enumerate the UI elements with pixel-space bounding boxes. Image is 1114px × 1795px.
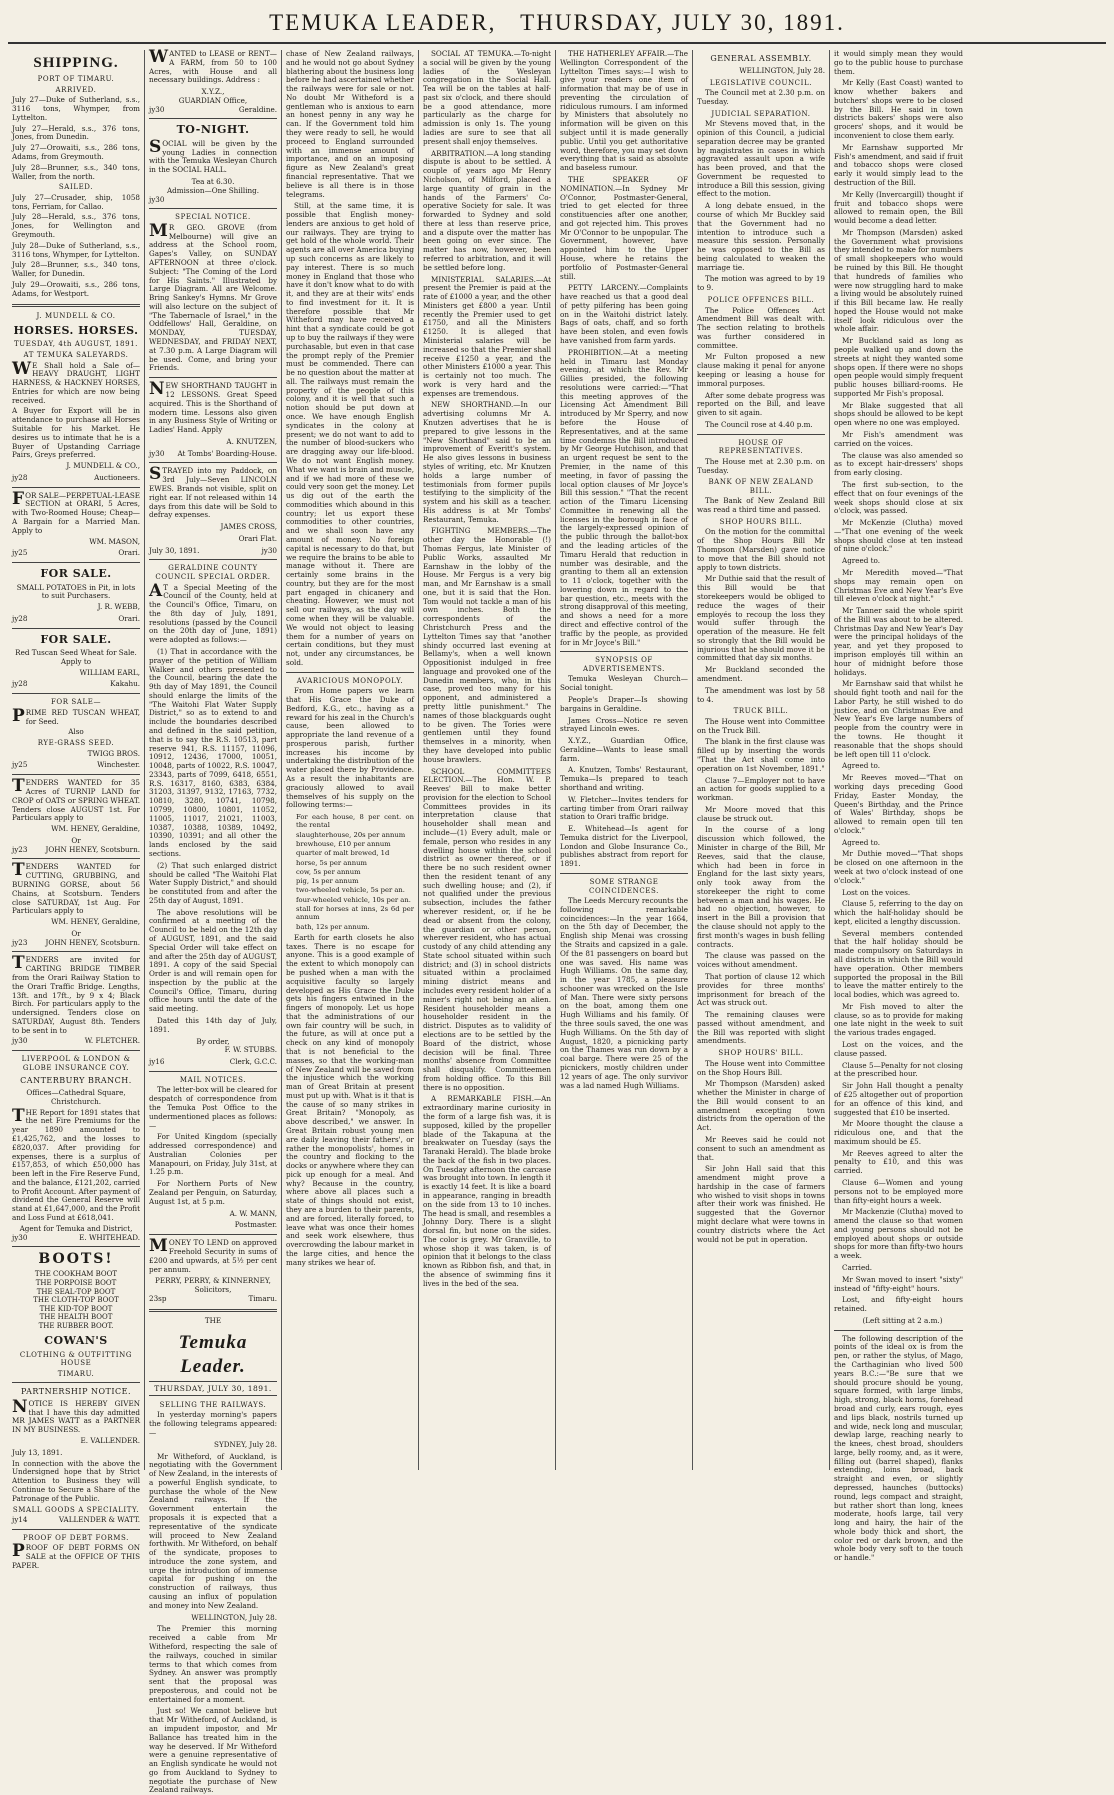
mundell-name: J. MUNDELL & CO. xyxy=(36,311,116,320)
webb-footer xyxy=(12,615,140,624)
port-heading: PORT OF TIMARU. xyxy=(37,75,115,84)
insurance-branch: CANTERBURY BRANCH. xyxy=(20,1076,132,1086)
divider xyxy=(834,1330,963,1331)
local-item: MINISTERIAL SALARIES.—At present the Premier is paid at the rate of £1000 a year, and the other Ministers get £800 a year. Until recently the Premier used to get £1750, and all the Ministers £1250. It is alleged that Ministerial salaries will be increased so that the Premier shall receive £1250 a year, and the other Ministers £1000 a year. This is certainly not too much. The work is very hard and the expenses are tremendous. xyxy=(423,274,551,398)
debt-text: PROOF OF DEBT FORMS ON SALE at the OFFICE OF THIS PAPER. xyxy=(12,1541,140,1570)
assembly-paragraph: Lost on the voices, and the clause passed. xyxy=(834,1040,963,1058)
editorial-paragraph: Earth for earth closets he also taxes. There is no escape for anyone. This is a good example of the extent to which monopoly can be pushed when a man with the acquisitive faculty so largely developed as His Grace the Duke gets his fingers entwined in the fingers of monopoly. Let us hope that the administrations of our own fair country will be such, in the future, as will at once put a check on any kind of monopoly that is not beneficial to the masses, so that the working-man of New Zealand will be saved from the injustice which the working man of Great Britain at present must put up with. What is it that is the cause of so many strikes in Great Britain? "Monopoly, as above described," we answer. In Great Britain robust young men are daily leaving their fathers', or rather the monopolists', homes in the country and flocking to the docks or anywhere where they can pick up enough for a meal. And why? Because in the country, where above all places such a state of things should not exist, they are a burden to their parents, and are forced, literally forced, to leave what was once their homes and seek work elsewhere, thus overcrowding the labour market in the large cities, and hence the many strikes we hear of. xyxy=(286,932,414,1267)
assembly-paragraph: Clause 6—Women and young persons not to be employed more than fifty-eight hours a week. xyxy=(834,1177,963,1205)
partnership-signature: E. VALLENDER. xyxy=(80,1436,140,1446)
local-item: SOCIAL AT TEMUKA.—To-night a social will be given by the young ladies of the Wesleyan congregation in the Social Hall. Tea will be on the tables at half-past six o'clock, and there should be a good attendance, more particularly as the charge for admission is only 1s. The young ladies are sure to see that all present shall enjoy themselves. xyxy=(423,49,551,146)
assembly-paragraph: it would simply mean they would go to the public house to purchase them. xyxy=(834,49,963,76)
avaricious-heading: AVARICIOUS MONOPOLY. xyxy=(296,676,404,685)
tonight-heading: TO-NIGHT. xyxy=(176,123,250,137)
lease-footer xyxy=(149,106,277,115)
divider xyxy=(149,118,277,119)
local-item: A REMARKABLE FISH.—An extraordinary marine curiosity in the form of a large fish was, it is supposed, killed by the propeller blade of the Takapuna at the breakwater on Tuesday (says the Taranaki Herald). The blade broke the back of the fish in two places. On Tuesday afternoon the carcase was brought into town. In length it is exactly 14 feet. It is like a board in appearance, ranging in breadth on the side from 13 to 10 inches. The head is small, and resembles a Johnny Dory. There is a slight dorsal fin, but none on the sides. The color is grey. Mr Granville, to whose shop it was taken, is of opinion that it belongs to the class known as Ribbon fish, and that, in the absence of swimming fins it lives in the bed of the sea. xyxy=(423,1094,551,1288)
divider xyxy=(149,377,277,378)
assembly-paragraph: Mr Fulton proposed a new clause making it penal for anyone keeping or leasing a house for immoral purposes. xyxy=(697,352,825,388)
synopsis-item: James Cross—Notice re seven strayed Lincoln ewes. xyxy=(560,715,688,734)
divider xyxy=(149,462,277,463)
tariff-item: bath, 12s per annum. xyxy=(296,922,370,931)
shipping-heading: SHIPPING. xyxy=(33,55,119,71)
sailing-entry: July 29—Orowaiti, s.s., 286 tons, Adams, for Westport. xyxy=(12,279,140,298)
assembly-paragraph: Mr Thompson (Marsden) asked the Government what provisions they intended to make for numbers of small shopkeepers who would be ruined by this Bill. He thought that hundreds of families who were now struggling hard to make a living would be absolutely ruined if this Bill became law. He really hoped the House would not make itself look ridiculous over the whole affair. xyxy=(834,227,963,334)
assembly-heading: GENERAL ASSEMBLY. xyxy=(710,54,812,63)
legislative-council-label: LEGISLATIVE COUNCIL. xyxy=(709,78,813,87)
ad-ref: jy30 xyxy=(12,1232,28,1242)
assembly-paragraph: The Bank of New Zealand Bill was read a third time and passed. xyxy=(697,496,825,515)
local-item: THE HATHERLEY AFFAIR.—The Wellington Correspondent of the Lyttelton Times says:—I wish to give your readers one item of information that may be of use in preventing the circulation of ridiculous rumours. I am informed by Ministers that absolutely no information will be given on this subject until it is made generally public. Until you get authoritative word, therefore, you may set down everything that is said as absolute and baseless rumour. xyxy=(560,49,688,173)
assembly-paragraph: Mr Kelly (Invercargill) thought if fruit and tobacco shops were allowed to remain open, the Bill would become a dead letter. xyxy=(834,189,963,226)
twigg-footer xyxy=(12,761,140,770)
coincidences-heading: SOME STRANGE COINCIDENCES. xyxy=(589,878,659,895)
synopsis-item: W. Fletcher—Invites tenders for carting timber from Orari railway station to Orari traffic bridge. xyxy=(560,794,688,822)
synopsis-item: E. Whitehead—Is agent for Temuka district for the Liverpool, London and Globe Insurance Co., publishes abstract from report for 1891. xyxy=(560,824,688,869)
ad-ref: jy25 xyxy=(12,548,28,558)
divider xyxy=(149,208,277,209)
divider xyxy=(12,951,140,952)
lease-text: WANTED to LEASE or RENT—A FARM, from 50 to 100 Acres, with House and all necessary buildings. Address : xyxy=(149,47,277,85)
assembly-dateline: WELLINGTON, July 28. xyxy=(739,65,825,75)
boot-item: THE RUBBER BOOT. xyxy=(38,1321,114,1330)
arrived-label: ARRIVED. xyxy=(55,85,97,94)
local-item: NEW SHORTHAND.—In our advertising columns Mr A. Knutzen advertises that he is prepared to give lessons in the "New Shorthand" said to be an improvement of Everitt's system. He also gives lessons in business styles of writing, etc. Mr Knutzen holds a large number of testimonials from former pupils testifying to the simplicity of the system and his skill as a teacher. His address is at Mr Tombs' Restaurant, Temuka. xyxy=(423,400,551,524)
column-4 xyxy=(419,50,556,1470)
ad-ref: 23sp xyxy=(149,1293,167,1303)
vallender-signature: VALLENDER & WATT. xyxy=(58,1515,140,1525)
assembly-paragraph: On the motion for the committal of the Shop Hours Bill Mr Thompson (Marsden) gave notice to move that the Bill should not apply to town districts. xyxy=(697,527,825,572)
divider xyxy=(149,1234,277,1235)
sale-footer xyxy=(12,474,140,483)
orari-text: FOR SALE—PERPETUAL-LEASE SECTION at ORARI, 5 Acres, with Two-Roomed House; Cheap—A Bargain for a Married Man. Apply to xyxy=(12,488,140,535)
ad-ref: jy30 xyxy=(149,104,165,114)
small-goods: SMALL GOODS A SPECIALITY. xyxy=(12,1505,140,1514)
mail-text-3: For Northern Ports of New Zealand per Penguin, on Saturday, August 1st, at 5 p.m. xyxy=(149,1179,277,1206)
assembly-paragraph: Clause 7—Employer not to have an action for goods supplied to a workman. xyxy=(697,775,825,803)
assembly-paragraph: Mr Reeves moved—"That on working days preceding Good Friday, Easter Monday, the Queen's Birthday, and the Prince of Wales' Birthday, shops be allowed to remain open till ten o'clock." xyxy=(834,773,963,835)
assembly-paragraph: Mr Stevens moved that, in the opinion of this Council, a judicial separation decree may be granted by magistrates in cases in which aggravated assault upon a wife has been proved, and that the Government be requested to introduce a Bill this session, giving effect to the motion. xyxy=(697,119,825,199)
tender-3-text: TENDERS are invited for CARTING BRIDGE TIMBER from the Orari Railway Station to the Orari Traffic Bridge. Lengths, 13ft. and 17ft., by 9 x 4; Black Birch. For particulars apply to the undersigned. Tenders close on SATURDAY, August 8th. Tenders to be sent in to xyxy=(12,953,140,1035)
tariff-item: horse, 5s per annum xyxy=(296,858,367,867)
house-heading: HOUSE OF REPRESENTATIVES. xyxy=(718,438,804,456)
editorial-paragraph: From Home papers we learn that His Grace the Duke of Bedford, K.G., etc., having as a reward for his zeal in the Church's cause, been allowed to appropriate the land revenue of a prosperous parish, further increases his income by undertaking the distribution of the water placed there by Providence. As a result the inhabitants are graciously allowed to avail themselves of his supply on the following terms:— xyxy=(286,686,414,810)
partnership-text-2: In connection with the above the Undersigned hope that by Strict Attention to Business they will Continue to Secure a Share of the Patronage of the Public. xyxy=(12,1458,140,1503)
insurance-agent: Agent for Temuka and District, xyxy=(19,1223,133,1233)
assembly-paragraph: Agreed to. xyxy=(842,761,880,771)
divider xyxy=(12,1382,140,1383)
divider xyxy=(12,562,140,563)
assembly-paragraph: Carried. xyxy=(842,1263,873,1272)
railways-text-2: Mr Witheford, of Auckland, is negotiating with the Government of New Zealand, in the interests of a powerful English syndicate, to purchase the whole of the New Zealand railways. If the Government entertain the proposals it is expected that a representative of the syndicate will proceed to New Zealand forthwith. Mr Witheford, on behalf of the syndicate, proposes to introduce the zone system, and urge the introduction of immense capital for pushing on the construction of railways, thus causing an influx of population and money into New Zealand. xyxy=(149,1451,277,1610)
ad-ref: jy16 xyxy=(149,1057,165,1067)
arrival-entry: July 27—Duke of Sutherland, s.s., 3116 tons, Whymper, from Lyttelton. xyxy=(12,95,140,122)
cowan-subtitle: CLOTHING & OUTFITTING HOUSE xyxy=(19,1350,133,1368)
masthead-year: 1891. xyxy=(783,10,845,35)
tender-1-signature: WM. HENEY, Geraldine, xyxy=(51,824,140,834)
divider xyxy=(560,651,688,652)
ad-ref: jy30 xyxy=(149,194,165,204)
strayed-date: July 30, 1891. xyxy=(149,545,200,555)
assembly-paragraph: Mr Reeves agreed to alter the penalty to £10, and this was carried. xyxy=(834,1148,963,1176)
special-notice-text: MR GEO. GROVE (from Melbourne) will give an address at the School room, Gapes's Valley, on SUNDAY AFTERNOON at three o'clock. Subject: "The Coming of the Lord for His Saints." Illustrated by Large Diagram. All are Welcome. Bring Sankey's Hymns. Mr Grove will also lecture on the subject of "The Tabernacle of Israel," in the Oddfellows' Hall, Geraldine, on MONDAY, TUESDAY, WEDNESDAY, and FRIDAY NEXT, at 7.30 p.m. A Large Diagram will be used. Come, and bring your Friends. xyxy=(149,220,277,373)
ad-ref: jy30 xyxy=(261,545,277,555)
tender-1-alt: JOHN HENEY, Scotsburn. xyxy=(45,844,140,854)
strayed-footer xyxy=(149,547,277,556)
sale-text: WE Shall hold a Sale of— HEAVY DRAUGHT, LIGHT HARNESS, & HACKNEY HORSES, Entries for which are now being received. xyxy=(12,358,140,405)
partnership-text: NOTICE IS HEREBY GIVEN that I have this day admitted MR JAMES WATT as a PARTNER IN MY BUSINESS. xyxy=(12,1396,140,1435)
masthead-title: TEMUKA LEADER, xyxy=(269,10,497,35)
assembly-paragraph: Mr Meredith moved—"That shops may remain open on Christmas Eve and New Year's Eve till eleven o'clock at night." xyxy=(834,567,963,604)
ad-ref: jy25 xyxy=(12,760,28,770)
divider xyxy=(149,1309,277,1312)
ad-ref: jy28 xyxy=(12,613,28,623)
editorial-paragraph: chase of New Zealand railways, and he would not go about Sydney blathering about the business long before he had ascertained whether the railways were for sale or not. No doubt Mr Witheford is a gentleman who is anxious to earn an honest penny in any way he can. If the Government told him they were ready to sell, he would proceed to England surrounded with an immense amount of importance, and on an imposing figure as New Zealand's great financial representative. That we believe is all there is in those telegrams. xyxy=(286,49,414,199)
divider xyxy=(12,1050,140,1051)
masthead-date: JULY 30, xyxy=(671,10,776,35)
column-2 xyxy=(145,47,282,1795)
tariff-item: slaughterhouse, 20s per annum xyxy=(296,830,406,839)
tender-2-signature: WM. HENEY, Geraldine, xyxy=(51,917,140,927)
webb-signature: J. R. WEBB, xyxy=(97,602,140,612)
column-5 xyxy=(556,50,693,1470)
assembly-paragraph: Sir John Hall thought a penalty of £25 altogether out of proportion for an offence of this kind, and suggested that £10 be inserted. xyxy=(834,1081,963,1117)
assembly-paragraph: Mr Thompson (Marsden) asked whether the Minister in charge of the Bill would consent to an amendment excepting town districts from the operation of the Act. xyxy=(697,1079,825,1133)
horses-heading: HORSES. HORSES. xyxy=(13,324,139,338)
mail-signature: A. W. MANN, xyxy=(229,1208,277,1218)
assembly-paragraph: Mr Moore moved that this clause be struck out. xyxy=(697,804,825,823)
railways-text-4: Just so! We cannot believe but that Mr Witheford, of Auckland, is an impudent impostor, and Mr Ballance has treated him in the way he deserved. If Mr Witheford were a genuine representative of an English syndicate he would not go from Auckland to Sydney to negotiate the purchase of New Zealand railways. xyxy=(149,1706,277,1795)
shorthand-text: NEW SHORTHAND TAUGHT in 12 LESSONS. Great Speed acquired. This is the Shorthand of modern time. Lessons also given in any Business Style of Writing or Ladies' Hand. Apply xyxy=(149,379,277,435)
council-by-order: By order, xyxy=(196,1036,230,1046)
divider xyxy=(286,672,414,673)
webb-place: Orari. xyxy=(118,613,140,623)
tender-2-or: Or xyxy=(71,928,81,938)
prime-wheat-text: PRIME RED TUSCAN WHEAT, for Seed. xyxy=(12,705,140,726)
sale-date: TUESDAY, 4th AUGUST, 1891. xyxy=(14,340,138,349)
tariff-item: four-wheeled vehicle, 10s per an. xyxy=(296,895,411,904)
logo-the: THE xyxy=(204,1315,222,1325)
potatoes-text: SMALL POTATOES in Pit, in lots to suit Purchasers. xyxy=(16,582,136,601)
synopsis-item: A. Knutzen, Tombs' Restaurant, Temuka—Is prepared to teach shorthand and writing. xyxy=(560,765,688,792)
boot-item: THE COOKHAM BOOT xyxy=(34,1270,118,1279)
assembly-paragraph: A long debate ensued, in the course of which Mr Buckley said that the Government had no intention to introduce such a measure this session. Personally he was opposed to the Bill as being calculated to weaken the marriage tie. xyxy=(697,201,825,272)
ad-ref: jy28 xyxy=(12,472,28,482)
synopsis-item: X.Y.Z., Guardian Office, Geraldine—Wants to lease small farm. xyxy=(560,736,688,763)
cowan-place: TIMARU. xyxy=(57,1369,95,1378)
local-item: THE SPEAKER OF NOMINATION.—In Sydney Mr O'Connor, Postmaster-General, tried to get elected for three constituencies after one another, and got rejected him. This proves Mr O'Connor to be unpopular. The Government, however, have appointed him to the Upper House, where he retains the portfolio of Postmaster-General still. xyxy=(560,174,688,281)
wheat-text: Red Tuscan Seed Wheat for Sale. Apply to xyxy=(15,648,137,666)
divider xyxy=(149,1071,277,1072)
ad-ref: jy23 xyxy=(12,844,28,854)
strayed-place: Orari Flat. xyxy=(238,533,277,543)
masthead xyxy=(8,6,1106,44)
newspaper-logo: Temuka Leader. xyxy=(178,1332,248,1377)
earl-signature: WILLIAM EARL, xyxy=(79,667,140,677)
shorthand-signature: A. KNUTZEN, xyxy=(226,436,277,446)
assembly-paragraph: The motion was agreed to by 19 to 9. xyxy=(697,274,825,293)
tariff-item: two-wheeled vehicle, 5s per an. xyxy=(296,886,405,895)
railways-dateline-2: WELLINGTON, July 28. xyxy=(191,1612,277,1622)
tariff-item: pig, 1s per annum xyxy=(296,877,359,886)
editorial-dateline: THURSDAY, JULY 30, 1891. xyxy=(149,1381,277,1396)
tariff-item: cow, 5s per annum xyxy=(296,867,361,876)
debt-heading: PROOF OF DEBT FORMS. xyxy=(23,1533,129,1542)
tender-3-signature: W. FLETCHER. xyxy=(84,1036,140,1046)
twigg-signature: TWIGG BROS. xyxy=(87,748,140,758)
shop-hours-2-label: SHOP HOURS' BILL. xyxy=(718,1049,804,1058)
assembly-paragraph: Mr Earnshaw supported Mr Fish's amendment, and said if fruit and tobacco shops were closed early it would simply lead to the destruction of the Bill. xyxy=(834,142,963,187)
local-item: FIGHTING MEMBERS.—The other day the Honorable (!) Thomas Fergus, late Minister of Public Works, assaulted Mr Earnshaw in the lobby of the House. Mr Fergus is a very big man, and Mr Earnshaw is a small one, but it is said that the Hon. Tom would not tackle a man of his own inches. Both the correspondents of the Christchurch Press and the Lyttelton Times say that "another shindy occurred last evening at Bellamy's, when a well known Oppositionist indulged in free language and provoked one of the Dunedin members, who, in this case, proved too many for his opponent, and administered a pretty little punishment." The names of those blackguards ought to be given. The Tories were gentlemen until they found themselves in a minority, when they have developed into public house brawlers. xyxy=(423,526,551,764)
tender-2-text: TENDERS WANTED for CUTTING, GRUBBING, and BURNING GORSE, about 56 Chains, at Scotsburn. Tenders close SATURDAY, 1st Aug. For Particulars apply to xyxy=(12,860,140,916)
tariff-item: quarter of malt brewed, 1d xyxy=(296,849,390,858)
assembly-paragraph: The blank in the first clause was filled up by inserting the words "That the Act shall come into operation on 1st November, 1891." xyxy=(697,737,825,773)
divider xyxy=(12,1529,140,1530)
bank-bill-label: BANK OF NEW ZEALAND BILL. xyxy=(708,478,814,495)
assembly-paragraph: The Council rose at 4.40 p.m. xyxy=(705,419,813,429)
railways-text-3: The Premier this morning received a cable from Mr Witheford, respecting the sale of the railways, couched in similar terms to that which comes from Sydney. An answer was promptly sent that the proposal was preposterous, and could not be entertained for a moment. xyxy=(149,1624,277,1704)
ryegrass-seed: RYE-GRASS SEED. xyxy=(37,739,115,748)
divider xyxy=(560,873,688,874)
shop-hours-label: SHOP HOURS BILL. xyxy=(719,517,803,526)
earl-footer xyxy=(12,680,140,689)
judicial-separation-label: JUDICIAL SEPARATION. xyxy=(711,109,811,118)
money-role: Solicitors, xyxy=(194,1285,232,1295)
assembly-paragraph: Sir John Hall said that this amendment might prove a hardship in the case of farmers who wished to visit shops in towns after their work was finished. He suggested that the Governor might declare what were towns in country districts where the Act would not be put in operation. xyxy=(697,1164,825,1244)
assembly-paragraph: Lost on the voices. xyxy=(842,887,911,897)
earl-place: Kakahu. xyxy=(110,679,140,689)
assembly-paragraph: Mr Buckland said as long as people walked up and down the streets at night they wanted some shops open. If there were no shops open people would simply frequent public houses billiard-rooms. He supported Mr Fish's proposal. xyxy=(834,336,963,398)
assembly-paragraph: Mr Swan moved to insert "sixty" instead of "fifty-eight" hours. xyxy=(834,1274,963,1293)
orari-signature: WM. MASON, xyxy=(89,536,140,546)
editorial-paragraph: Still, at the same time, it is possible that English money-lenders are anxious to get hold of our railways. They are trying to get hold of the whole world. Their agents are all over America buying up such concerns as are likely to pay interest. There is so much money in England that those who have it don't know what to do with it, and they are at their wits' ends to find investment for it. It is therefore possible that Mr Witheford may have received a hint that a syndicate could be got up to buy the railways if they were purchasable, but even in that case the prompt reply of the Premier must be commended. There can be no question about the matter at all. The railways must remain the property of the people of this colony, and it is well that such a notion should be put down at once. We have enough English syndicates in the colony at present; we do not want to add to the number of blood-suckers who are dragging away our life-blood. We do not want English money. What we want is brain and muscle, and if we had more of these we could very soon get the money. Let us dig out of the earth the commodities which abound in this country; let us export these commodities to other countries, and we shall soon have any amount of money. No foreign capital is necessary to do that, but we require the brains to be able to manage without it. There are certainly some brains in the country, but they are for the most part engaged in chicanery and cheating. However, we must not sell our railways, as the day will come when they will be valuable. We would not object to leasing them for a number of years on certain conditions, but they must not, under any circumstances, be sold. xyxy=(286,201,415,667)
assembly-paragraph: In the course of a long discussion which followed, the Minister in charge of the Bill, Mr Reeves, said that the clause, which had been in force in England for the last sixty years, only took away from the storekeeper the right to come between a man and his wages. He had no objection, however, to insert in the Bill a provision that the clause should not apply to the first month's wages in bush felling contracts. xyxy=(697,825,825,949)
twigg-place: Winchester. xyxy=(97,760,140,770)
assembly-paragraph: Mr Kelly (East Coast) wanted to know whether bakers and butchers' shops were to be closed by the Bill. He said in town districts bakers' shops were also grocers' shops, and it would be inconvenient to close them early. xyxy=(834,78,963,141)
column-7 xyxy=(830,49,967,1563)
assembly-paragraph: Mr Duthie said that the result of this Bill would be that storekeepers would be obliged to reduce the wages of their employés to recoup the loss they would suffer through the operation of the measure. He felt so strongly that the Bill would be injurious that he should move it be committed that day six months. xyxy=(697,574,825,663)
arrival-entry: July 27—Herald, s.s., 376 tons, Jones, from Dunedin. xyxy=(12,123,140,142)
assembly-paragraph: The amendment was lost by 58 to 4. xyxy=(697,685,825,704)
tender-1-text: TENDERS WANTED for 35 Acres of TURNIP LAND for CROP of OATS or SPRING WHEAT. Tenders close AUGUST 1st. For Particulars apply to xyxy=(12,776,140,823)
strayed-signature: JAMES CROSS, xyxy=(220,522,277,532)
assembly-paragraph: The clause was passed on the voices without amendment. xyxy=(697,951,825,970)
insurance-signature: E. WHITEHEAD. xyxy=(79,1232,140,1242)
assembly-paragraph: The Council met at 2.30 p.m. on Tuesday. xyxy=(697,88,825,106)
orari-footer xyxy=(12,549,140,558)
masthead-day: THURSDAY, xyxy=(520,10,665,35)
tonight-text: SOCIAL will be given by the young Ladies in connection with the Temuka Wesleyan Church in the SOCIAL HALL. xyxy=(149,136,277,175)
sale-text-2: A Buyer for Export will be in attendance to purchase all Horses Suitable for his Market. He desires us to intimate that he is a Buyer of Upstanding Carriage Pairs, Greys preferred. xyxy=(12,406,140,460)
strayed-text: STRAYED into my Paddock, on 3rd July—Seven LINCOLN EWES. Brands not visible, split on right ear. If not released within 14 days from this date will be Sold to defray expenses. xyxy=(149,464,277,520)
assembly-paragraph: The House went into Committee on the Shop Hours Bill. xyxy=(697,1058,825,1077)
ad-ref: jy14 xyxy=(12,1515,28,1525)
divider xyxy=(12,304,140,307)
assembly-paragraph: Mr Duthie moved—"That shops be closed on one afternoon in the week at two o'clock instead of one o'clock." xyxy=(834,849,963,885)
mail-heading: MAIL NOTICES. xyxy=(179,1075,247,1084)
council-heading: GERALDINE COUNTY COUNCIL SPECIAL ORDER. xyxy=(155,564,271,581)
water-tariff xyxy=(286,813,414,931)
insurance-footer xyxy=(12,1234,140,1243)
shorthand-place: At Tombs' Boarding-House. xyxy=(177,448,277,458)
sale-signature: J. MUNDELL & CO., xyxy=(66,461,140,471)
columns xyxy=(8,47,1106,1795)
money-place: Timaru. xyxy=(248,1293,277,1303)
assembly-paragraph: Several members contended that the half holiday should be made compulsory on Saturdays in all districts in which the Bill would have operation. Other members supported the proposal in the Bill to leave the matter entirely to the local bodies, which was agreed to. xyxy=(834,928,963,1000)
column-6 xyxy=(693,50,830,1470)
synopsis-heading: SYNOPSIS OF ADVERTISEMENTS. xyxy=(582,656,666,673)
column-1 xyxy=(8,50,145,1570)
cowan-name: COWAN'S xyxy=(44,1334,108,1348)
synopsis-item: Temuka Wesleyan Church—Social tonight. xyxy=(560,674,688,693)
council-clerk: Clerk, G.C.C. xyxy=(229,1057,277,1067)
sailing-entry: July 27—Crusader, ship, 1058 tons, Ferriam, for Callao. xyxy=(12,192,140,211)
divider xyxy=(12,858,140,859)
assembly-paragraph: Mr Earnshaw said that whilst he should fight tooth and nail for the Labor Party, he still wished to do justice, and on Christmas Eve and New Year's Eve large numbers of people from the country were in the towns. He thought it reasonable that the shops should be left open till 11 o'clock. xyxy=(834,679,963,759)
lease-place: Geraldine. xyxy=(238,104,277,114)
assembly-paragraph: Agreed to. xyxy=(842,837,880,847)
police-offences-label: POLICE OFFENCES BILL. xyxy=(707,296,815,304)
divider xyxy=(12,1246,140,1247)
tender-2-footer xyxy=(12,939,140,948)
assembly-paragraph: Lost, and fifty-eight hours retained. xyxy=(834,1295,963,1314)
assembly-paragraph: Mr Tanner said the whole spirit of the Bill was about to be altered. Christmas Day and New Year's Day were the principal holidays of the year, and yet they proposed to imprison employés till within an hour of midnight before those holidays. xyxy=(834,606,963,677)
sailing-entry: July 28—Duke of Sutherland, s.s., 3116 tons, Whymper, for Lyttelton. xyxy=(12,240,140,259)
assembly-paragraph: Mr Buckland seconded the amendment. xyxy=(697,665,825,683)
special-notice-heading: SPECIAL NOTICE. xyxy=(175,213,251,222)
arrival-entry: July 28—Brunner, s.s., 340 tons, Waller, from the north. xyxy=(12,162,140,181)
vallender-footer xyxy=(12,1516,140,1525)
council-text-3: (2) That such enlarged district should be called "The Waitohi Flat Water Supply District," and should be constituted from and after the 25th day of August, 1891. xyxy=(149,860,277,905)
assembly-paragraph: (Left sitting at 2 a.m.) xyxy=(862,1315,943,1325)
tender-1-footer xyxy=(12,846,140,855)
sale-place: AT TEMUKA SALEYARDS. xyxy=(23,350,129,359)
wheat-heading: FOR SALE— xyxy=(50,698,102,707)
arrival-entry: July 27—Orowaiti, s.s., 286 tons, Adams, from Greymouth. xyxy=(12,143,140,162)
divider xyxy=(697,434,825,435)
boot-item: THE PORPOISE BOOT xyxy=(35,1278,117,1287)
money-footer xyxy=(149,1295,277,1304)
divider xyxy=(12,628,140,629)
tonight-admission: Admission—One Shilling. xyxy=(166,185,260,195)
assembly-paragraph: Mr Reeves said he could not consent to such an amendment as that. xyxy=(697,1134,825,1162)
assembly-paragraph: The Police Offences Act Amendment Bill was dealt with. The section relating to brothels was further considered in committee. xyxy=(697,305,825,350)
boot-item: THE HEALTH BOOT xyxy=(39,1313,113,1322)
coincidences-text: The Leeds Mercury recounts the following remarkable coincidences:—In the year 1664, on the 5th day of December, the English ship Menai was crossing the Straits and capsized in a gale. Of the 81 passengers on board but one was saved. His name was Hugh Williams. On the same day, in the year 1785, a pleasure schooner was wrecked on the Isle of Man. There were sixty persons on the boat, among them one Hugh Williams and his family. Of the three souls saved, the one was Hugh Williams. On the 5th day of August, 1820, a picnicking party on the Thames was run down by a coal barge. There were 25 of the picnickers, mostly children under 12 years of age. The only survivor was a lad named Hugh Williams. xyxy=(560,896,688,1090)
council-date: Dated this 14th day of July, 1891. xyxy=(149,1016,277,1034)
assembly-paragraph: After some debate progress was reported on the Bill, and leave given to sit again. xyxy=(697,390,825,418)
boot-item: THE KID-TOP BOOT xyxy=(39,1304,113,1313)
lease-signature: X.Y.Z., xyxy=(201,87,225,97)
ad-ref: jy30 xyxy=(149,448,165,458)
assembly-paragraph: The remaining clauses were passed without amendment, and the Bill was reported with slight amendments. xyxy=(697,1010,825,1046)
assembly-paragraph: The clause was also amended so as to except hair-dressers' shops from early closing. xyxy=(834,450,963,478)
railways-text: In yesterday morning's papers the following telegrams appeared:— xyxy=(149,1410,277,1437)
sailing-entry: July 28—Herald, s.s., 376 tons, Jones, for Wellington and Greymouth. xyxy=(12,212,140,240)
tender-1-or: Or xyxy=(71,835,81,845)
assembly-paragraph: Clause 5—Penalty for not closing at the prescribed hour. xyxy=(834,1060,963,1079)
synopsis-item: People's Draper—Is showing bargains in Geraldine. xyxy=(560,694,688,713)
council-signature: F. W. STUBBS. xyxy=(224,1045,277,1055)
sailed-label: SAILED. xyxy=(58,183,94,192)
divider xyxy=(12,487,140,488)
assembly-paragraph: Mr Moore thought the clause a ridiculous one, and that the maximum should be £5. xyxy=(834,1119,963,1146)
assembly-paragraph: Mr Blake suggested that all shops should be allowed to be kept open where no one was employed. xyxy=(834,400,963,428)
local-item: SCHOOL COMMITTEES ELECTION.—The Hon. W. P. Reeves' Bill to make better provision for the election to School Committees provides in its interpretation clause that householder shall mean and include—(1) Every adult, male or female, person who resides in any dwelling house within the school district as owner thereof, or if there be no such resident owner then the resident tenant of any such dwelling house; and (2), if not qualified under the previous subsection, includes the father wherever resident, or, if he be dead or absent from the colony, the guardian or other person, wherever resident, who has actual custody of any child attending any State school situated within such district; and (3) in school districts situated within a proclaimed mining district means and includes every resident holder of a miner's right not being an alien. Resident householder means a householder resident in the district. Disputes as to validity of elections are to be settled by the Board of the district, whose decision will be final. Three months' absence from Committee shall disqualify. Committeemen from holding office. To this Bill there is no opposition. xyxy=(423,766,552,1092)
tariff-item: stall for horses at inns, 2s 6d per annum xyxy=(296,904,414,922)
local-item: PETTY LARCENY.—Complaints have reached us that a good deal of petty pilfering has been going on in the Waitohi district lately. Bags of oats, chaff, and so forth have been stolen, and even fowls have vanished from farm yards. xyxy=(560,283,688,345)
divider xyxy=(149,559,277,560)
partnership-date: July 13, 1891. xyxy=(12,1447,63,1457)
divider xyxy=(12,693,140,694)
assembly-paragraph: Mr Fish's amendment was carried on the voices. xyxy=(834,430,963,448)
ad-ref: jy28 xyxy=(12,679,28,689)
mail-text-2: For United Kingdom (specially addressed correspondence) and Australian Colonies per Manapouri, on Friday, July 31st, at 1.25 p.m. xyxy=(149,1132,277,1177)
assembly-paragraph: The House met at 2.30 p.m. on Tuesday. xyxy=(697,456,825,475)
column-3 xyxy=(282,50,419,1470)
insurance-office: Offices—Cathedral Square, Christchurch. xyxy=(26,1088,126,1106)
wheat-also: Also xyxy=(68,727,84,737)
council-footer xyxy=(149,1058,277,1067)
assembly-paragraph: Agreed to. xyxy=(842,556,880,566)
council-text: AT a Special Meeting of the Council of the County, held at the Council's Office, Timaru, on the 8th day of July, 1891, resolutions (passed by the Council on the 20th day of June, 1891) were adopted as follows:— xyxy=(149,580,277,645)
ad-ref: jy23 xyxy=(12,937,28,947)
boots-heading: BOOTS! xyxy=(38,1251,114,1268)
mail-text: The letter-box will be cleared for despatch of correspondence from the Temuka Post Office to the undermentioned places as follows:— xyxy=(149,1085,278,1130)
for-sale-heading: FOR SALE. xyxy=(40,567,112,581)
for-sale-heading: FOR SALE. xyxy=(40,632,112,646)
shorthand-footer xyxy=(149,450,277,459)
assembly-paragraph: Mr McKenzie (Clutha) moved—"That one evening of the week shops should close at ten instead of nine o'clock." xyxy=(834,518,963,554)
ideal-ox-text: The following description of the points of the ideal ox is from the pen, or rather the stylus, of Mago, the Carthaginian who lived 500 years B.C.:—"Be sure that we should procure should be young, square formed, with large limbs, high, strong, black horns, forehead broad and curly, ears rough, eyes and lips black, nostrils turned up and wide, neck long and muscular, dewlap large, reaching nearly to the knees, chest broad, shoulders large, belly roomy, and, as it were, filling out (barrel shaped), flanks extending, loins broad, back straight and even, or slightly depressed, haunches (buttocks) round, legs compact and straight, but rather short than long, knees moderate, hoofs large, tail very long and hairy, the hair of the whole body thick and short, the color red or dark brown, and the whole body very soft to the touch or handle." xyxy=(834,1333,963,1563)
council-text-2: (1) That in accordance with the prayer of the petition of William Walker and others presented to the Council, bearing the date the 9th day of May 1891, the Council should enlarge the limits of the "The Waitohi Flat Water Supply District," so as to extend to and include the boundaries described and defined in the said petition, that is to say the R.S. 10513, part reserve 941, R.S. 11157, 11096, 10912, 12436, 17000, 10051, 10048, parts of 10022, R.S. 10047, 23343, parts of 7099, 6418, 6551, R.S. 16317, 8160, 6383, 6384, 31203, 31397, 9132, 17163, 7732, 10810, 3280, 10741, 10798, 10799, 10800, 10801, 11052, 11005, 11017, 21021, 11003, 10387, 10388, 10389, 10492, 10390, 10391; and all other the lands enclosed by the said sections. xyxy=(149,646,277,858)
money-firm: PERRY, PERRY, & KINNERNEY, xyxy=(155,1276,271,1286)
money-text: MONEY TO LEND on approved Freehold Security in sums of £200 and upwards, at 5½ per cent per annum. xyxy=(149,1236,277,1274)
ad-ref: jy30 xyxy=(12,1036,28,1046)
mail-role: Postmaster. xyxy=(234,1220,277,1230)
tender-2-alt: JOHN HENEY, Scotsburn. xyxy=(45,937,140,947)
boot-item: THE CLOTH-TOP BOOT xyxy=(33,1296,119,1305)
assembly-paragraph: That portion of clause 12 which provides for three months' imprisonment for breach of the Act was struck out. xyxy=(697,971,825,1008)
insurance-text: THE Report for 1891 states that the net Fire Premiums for the year 1890 amounted to £1,425,762, and the losses to £820,037. After providing for expenses, there is a surplus of £157,853, of which £50,000 has been left in the Fire Reserve Fund, and the balance, £121,202, carried to Profit Account. After payment of dividend the General Reserve will stand at £1,647,000, and the Profit and Loss Fund at £618,041. xyxy=(12,1105,141,1223)
railways-dateline: SYDNEY, July 28. xyxy=(214,1439,277,1449)
truck-bill-label: TRUCK BILL. xyxy=(733,707,789,716)
partnership-heading: PARTNERSHIP NOTICE. xyxy=(20,1387,132,1397)
lease-office: GUARDIAN Office, xyxy=(178,95,248,105)
boot-item: THE SEAL-TOP BOOT xyxy=(36,1287,116,1296)
tender-3-footer xyxy=(12,1037,140,1046)
local-item: ARBITRATION.—A long standing dispute is about to be settled. A couple of years ago Mr Henry Nicholson, of Milford, placed a large quantity of grain in the hands of the Farmers' Co-operative Society for sale. It was forwarded to Sydney and sold there at less than reserve price, and a dispute over the matter has been going on ever since. The matter has now, however, been referred to arbitration, and it will be settled before long. xyxy=(423,148,551,272)
council-text-4: The above resolutions will be confirmed at a meeting of the Council to be held on the 12th day of AUGUST, 1891, and the said Special Order will take effect on and after the 25th day of AUGUST, 1891. A copy of the said Special Order is and will remain open for inspection by the public at the Council's Office, Timaru, during office hours until the date of the said meeting. xyxy=(149,907,277,1014)
railways-heading: SELLING THE RAILWAYS. xyxy=(159,1400,267,1409)
tariff-item: brewhouse, £10 per annum xyxy=(296,840,391,848)
assembly-paragraph: The House went into Committee on the Truck Bill. xyxy=(697,716,825,735)
divider xyxy=(12,774,140,775)
sale-role: Auctioneers. xyxy=(94,472,140,482)
assembly-paragraph: Clause 5, referring to the day on which the half-holiday should be kept, elicited a lengthy discussion. xyxy=(834,899,963,926)
assembly-paragraph: Mr Fish moved to alter the clause, so as to provide for making one late night in the week to suit the various trades engaged. xyxy=(834,1001,963,1038)
assembly-paragraph: The first sub-section, to the effect that on four evenings of the week shops should close at six o'clock, was passed. xyxy=(834,479,963,516)
insurance-heading: LIVERPOOL & LONDON & GLOBE INSURANCE COY. xyxy=(21,1055,131,1072)
local-item: PROHIBITION.—At a meeting held in Timaru last Monday evening, at which the Rev. Mr Gillies presided, the following resolutions were carried:—"That this meeting approves of the Licensing Act Amendment Bill introduced by Mr Sperry, and now before the House of Representatives, and at the same time condemns the Bill introduced by Mr George Hutchison, and that an urgent request be sent to the Premier, in the name of this meeting, in favor of passing the local option clauses of Mr Joyce's Bill this session." "That the recent action of the Timaru Licensing Committee in renewing all the licenses in the borough in face of the largely-expressed opinion of the public through the ballot-box and the leading articles of the Timaru Herald that reduction in number was desirable, and the granting to them all an extension to 11 o'clock, together with the lowering down in regard to the bar question, etc., meets with the strong disapproval of this meeting, and shows a need for a more direct and effective control of the traffic by the people, as provided for in Mr Joyce's Bill." xyxy=(560,347,688,647)
tonight-tea: Tea at 6.30. xyxy=(191,177,235,186)
orari-place: Orari. xyxy=(118,548,140,558)
tariff-item: For each house, 8 per cent. on the rental xyxy=(296,813,414,830)
assembly-paragraph: Mr Mackenzie (Clutha) moved to amend the clause so that women and young persons should not be employed about shops or outside shops for more than fifty-two hours a week. xyxy=(834,1207,963,1261)
sailing-entry: July 28—Brunner, s.s., 340 tons, Waller, for Dunedin. xyxy=(12,260,140,279)
